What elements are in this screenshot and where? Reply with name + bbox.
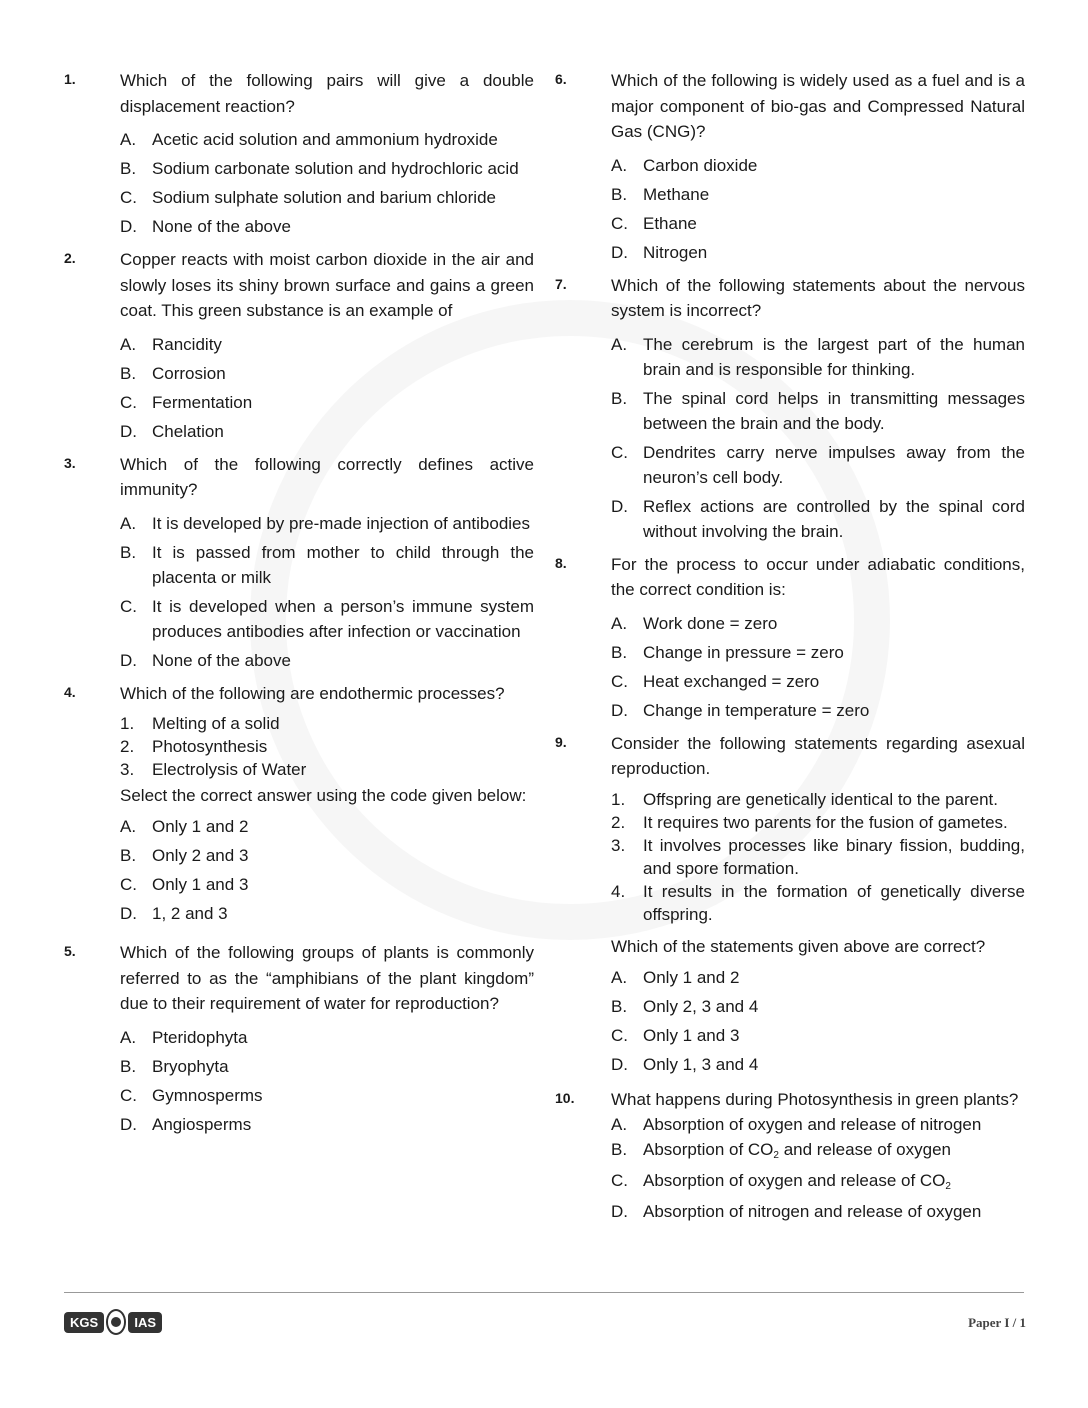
option-text: Only 2 and 3 [152, 846, 249, 865]
subscript: 2 [773, 1150, 779, 1161]
option-text: Heat exchanged = zero [643, 671, 820, 691]
question-8 [555, 552, 1025, 723]
option-label: D. [611, 242, 628, 262]
question-note: Which of the statements given above are correct? [611, 936, 986, 956]
question-text: Copper reacts with moist carbon dioxide in the air and slowly loses its shiny brown surface and gains a green coat. This green substance is an example of [120, 250, 534, 320]
option-text: Only 1 and 2 [152, 817, 249, 836]
option-label: A. [120, 334, 137, 354]
option [120, 1083, 534, 1108]
option-text: Carbon dioxide [643, 155, 758, 175]
option-text: Ethane [643, 213, 697, 233]
option-label: B. [120, 1056, 137, 1076]
option [611, 440, 1025, 490]
option-label: D. [120, 217, 137, 236]
option-text: Angiosperms [152, 1114, 252, 1134]
option-label: A. [120, 1027, 137, 1047]
option-label: C. [120, 392, 137, 412]
logo-text-left: KGS [64, 1312, 104, 1333]
option [120, 127, 534, 152]
option-label: D. [611, 1054, 628, 1074]
page-number: Paper I / 1 [968, 1315, 1026, 1330]
statement-label: 3. [611, 835, 626, 855]
statement-text: Offspring are genetically identical to the parent. [643, 789, 999, 809]
question-number: 9. [555, 733, 567, 750]
question-number: 5. [64, 943, 76, 959]
option-text: Only 1 and 3 [643, 1025, 740, 1045]
statement [120, 758, 534, 781]
option-text: Only 1 and 2 [643, 967, 740, 987]
statement-text: It involves processes like binary fission, budding, and spore formation. [643, 835, 1025, 878]
emblem-icon [106, 1309, 126, 1335]
option [120, 511, 534, 536]
option [120, 814, 534, 839]
option-text: Only 2, 3 and 4 [643, 996, 759, 1016]
question-number: 3. [64, 454, 76, 471]
statement-label: 3. [120, 760, 135, 779]
option [120, 361, 534, 386]
option [611, 211, 1025, 236]
statements [611, 788, 1025, 926]
option-text: Acetic acid solution and ammonium hydroxide [152, 130, 498, 149]
footer-divider [64, 1292, 1024, 1293]
option-text: Methane [643, 184, 710, 204]
question-number: 2. [64, 250, 76, 266]
option-text: Dendrites carry nerve impulses away from the neuron’s cell body. [643, 442, 1025, 487]
option [611, 1137, 1025, 1168]
question-4 [64, 681, 534, 927]
option-label: D. [120, 421, 137, 441]
statement-label: 2. [120, 737, 135, 756]
statement-text: Melting of a solid [152, 714, 280, 733]
options [120, 127, 534, 239]
option [120, 390, 534, 415]
question-3 [64, 452, 534, 673]
option [611, 240, 1025, 265]
option-text: Absorption of CO [643, 1140, 774, 1159]
option [611, 1052, 1025, 1077]
option-label: D. [611, 496, 628, 516]
option [120, 1112, 534, 1137]
question-number: 6. [555, 71, 567, 87]
option [611, 698, 1025, 723]
option [120, 419, 534, 444]
option [611, 332, 1025, 382]
option-text: Only 1 and 3 [152, 875, 249, 894]
statement [120, 735, 534, 758]
option-label: A. [611, 613, 628, 633]
option-text: Pteridophyta [152, 1027, 248, 1047]
subscript: 2 [945, 1181, 951, 1192]
options [120, 511, 534, 673]
statement [611, 811, 1025, 834]
option-text: Chelation [152, 421, 224, 441]
option-label: A. [611, 1115, 628, 1134]
right-column [555, 68, 1025, 1232]
option-text: Change in temperature = zero [643, 700, 870, 720]
option-text: Only 1, 3 and 4 [643, 1054, 759, 1074]
option-text-tail: and release of oxygen [778, 1140, 951, 1159]
option-text: Gymnosperms [152, 1085, 263, 1105]
question-number: 4. [64, 683, 76, 700]
option-text: 1, 2 and 3 [152, 904, 228, 923]
logo-text-right: IAS [128, 1312, 162, 1333]
option-text: Fermentation [152, 392, 253, 412]
option-text: Work done = zero [643, 613, 778, 633]
statement-label: 2. [611, 812, 626, 832]
option [611, 994, 1025, 1019]
option-label: C. [611, 213, 628, 233]
question-5 [64, 940, 534, 1137]
option-label: A. [611, 967, 628, 987]
option-label: B. [611, 184, 628, 204]
option-text: Bryophyta [152, 1056, 229, 1076]
statement-text: Electrolysis of Water [152, 760, 307, 779]
option-text: None of the above [152, 217, 291, 236]
question-7 [555, 273, 1025, 544]
option-label: B. [120, 542, 137, 562]
option [611, 1199, 1025, 1224]
option-text: Change in pressure = zero [643, 642, 844, 662]
statement-label: 1. [120, 714, 135, 733]
question-text: Which of the following are endothermic processes? [120, 683, 505, 703]
statement [611, 834, 1025, 880]
option-label: B. [120, 159, 137, 178]
question-text: Which of the following is widely used as a fuel and is a major component of bio-gas and Compressed Natural Gas (CNG)? [611, 71, 1025, 141]
option-text: Rancidity [152, 334, 222, 354]
option-label: A. [120, 513, 137, 533]
option-label: A. [120, 130, 137, 149]
option-text: Sodium sulphate solution and barium chloride [152, 188, 496, 207]
option-label: C. [120, 188, 137, 207]
question-2 [64, 247, 534, 444]
option [611, 182, 1025, 207]
options [611, 1112, 1025, 1224]
question-10 [555, 1087, 1025, 1225]
option-label: C. [120, 1085, 137, 1105]
option [611, 153, 1025, 178]
options [120, 814, 534, 926]
question-9 [555, 731, 1025, 1077]
question-text: Which of the following groups of plants is commonly referred to as the “amphibians of the plant kingdom” due to their requirement of water for reproduction? [120, 943, 534, 1013]
options [611, 965, 1025, 1077]
option-label: B. [611, 1140, 628, 1159]
option [611, 1112, 1025, 1137]
option [120, 594, 534, 644]
option-text: It is developed when a person’s immune system produces antibodies after infection or vaccination [152, 596, 534, 641]
left-column [64, 68, 534, 1145]
option [611, 1168, 1025, 1199]
statement-label: 4. [611, 881, 626, 901]
statement-text: Photosynthesis [152, 737, 268, 756]
question-text: What happens during Photosynthesis in green plants? [611, 1089, 1019, 1109]
question-text: For the process to occur under adiabatic conditions, the correct condition is: [611, 554, 1025, 599]
option [120, 1054, 534, 1079]
option [120, 872, 534, 897]
question-text: Which of the following pairs will give a double displacement reaction? [120, 71, 534, 116]
option-label: D. [611, 1202, 628, 1221]
option-label: D. [120, 904, 137, 923]
option [611, 640, 1025, 665]
option-text: It is passed from mother to child through the placenta or milk [152, 542, 534, 587]
option [611, 965, 1025, 990]
statement-label: 1. [611, 789, 626, 809]
options [611, 611, 1025, 723]
question-number: 10. [555, 1089, 575, 1106]
question-6 [555, 68, 1025, 265]
option-label: A. [611, 334, 628, 354]
option [120, 156, 534, 181]
options [611, 153, 1025, 265]
option-text: Reflex actions are controlled by the spinal cord without involving the brain. [643, 496, 1025, 541]
option [120, 540, 534, 590]
kgs-ias-logo [64, 1310, 162, 1334]
option-text: The spinal cord helps in transmitting messages between the brain and the body. [643, 388, 1025, 433]
question-number: 1. [64, 71, 76, 87]
option-label: D. [611, 700, 628, 720]
option-text: The cerebrum is the largest part of the human brain and is responsible for thinking. [643, 334, 1025, 379]
statement [120, 712, 534, 735]
option-label: B. [611, 642, 628, 662]
option-label: C. [611, 442, 628, 462]
option-label: D. [120, 1114, 137, 1134]
option-label: A. [120, 817, 137, 836]
option-text: Sodium carbonate solution and hydrochloric acid [152, 159, 519, 178]
option-label: C. [611, 1025, 628, 1045]
option-text: Absorption of oxygen and release of CO [643, 1171, 946, 1190]
option [611, 386, 1025, 436]
option-text: Absorption of oxygen and release of nitrogen [643, 1115, 982, 1134]
option-text: None of the above [152, 650, 291, 670]
option [611, 611, 1025, 636]
option-label: B. [120, 363, 137, 383]
option [120, 214, 534, 239]
question-text: Which of the following correctly defines active immunity? [120, 454, 534, 499]
option-label: B. [611, 388, 628, 408]
option [120, 648, 534, 673]
option-label: C. [120, 596, 137, 616]
question-note: Select the correct answer using the code given below: [120, 786, 527, 805]
options [611, 332, 1025, 544]
statement [611, 788, 1025, 811]
statements [120, 712, 534, 781]
option [120, 843, 534, 868]
statement [611, 880, 1025, 926]
option-label: B. [120, 846, 137, 865]
question-text: Which of the following statements about the nervous system is incorrect? [611, 275, 1025, 320]
option-label: A. [611, 155, 628, 175]
option-label: C. [611, 671, 628, 691]
option [120, 185, 534, 210]
question-number: 7. [555, 275, 567, 292]
options [120, 332, 534, 444]
option-label: B. [611, 996, 628, 1016]
option [611, 1023, 1025, 1048]
question-number: 8. [555, 554, 567, 571]
option-text: It is developed by pre-made injection of antibodies [152, 513, 531, 533]
option-label: C. [611, 1171, 628, 1190]
option-label: C. [120, 875, 137, 894]
option [120, 1025, 534, 1050]
option-label: D. [120, 650, 137, 670]
options [120, 1025, 534, 1137]
option-text: Corrosion [152, 363, 226, 383]
option-text: Absorption of nitrogen and release of oxygen [643, 1202, 982, 1221]
option-text: Nitrogen [643, 242, 708, 262]
question-1 [64, 68, 534, 239]
option [120, 901, 534, 926]
statement-text: It requires two parents for the fusion of gametes. [643, 812, 1008, 832]
option [611, 494, 1025, 544]
statement-text: It results in the formation of genetically diverse offspring. [643, 881, 1025, 924]
option [611, 669, 1025, 694]
question-text: Consider the following statements regarding asexual reproduction. [611, 733, 1025, 778]
option [120, 332, 534, 357]
